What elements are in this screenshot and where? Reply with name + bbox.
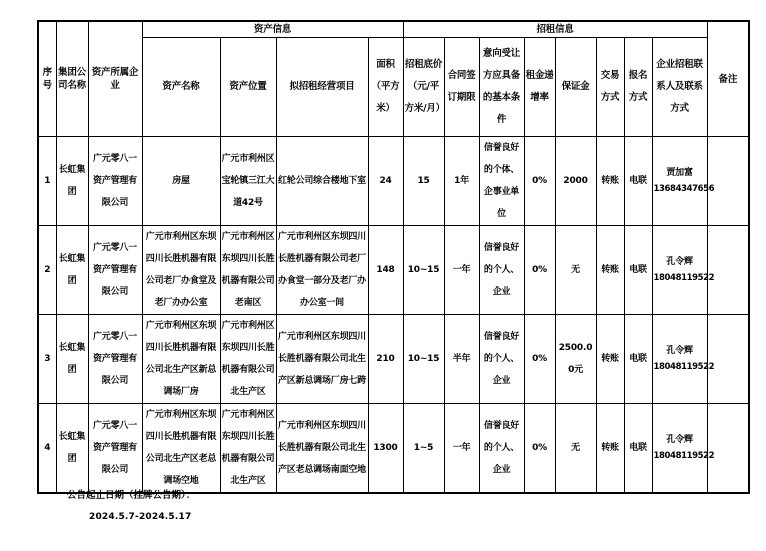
col-header-area: 面积（平方米） xyxy=(368,38,403,137)
table-row xyxy=(38,315,749,404)
cell-asset-name: 广元市利州区东坝四川长胜机器有限公司老厂办食堂及老厂办办公室 xyxy=(142,226,220,315)
col-header-remarks: 备注 xyxy=(707,21,749,137)
contact-name: 孔令辉 xyxy=(666,346,693,356)
cell-owner-enterprise: 广元零八一资产管理有限公司 xyxy=(88,226,142,315)
cell-owner-enterprise: 广元零八一资产管理有限公司 xyxy=(88,137,142,226)
cell-conditions: 信誉良好的个人、企业 xyxy=(479,315,524,404)
col-header-contact: 企业招租联系人及联系方式 xyxy=(652,38,707,137)
cell-deposit: 无 xyxy=(555,226,596,315)
cell-project: 广元市利州区东坝四川长胜机器有限公司老厂办食堂一部分及老厂办办公室一间 xyxy=(276,226,368,315)
cell-transaction: 转账 xyxy=(596,404,624,494)
col-header-base-price: 招租底价（元/平方米/月） xyxy=(403,38,444,137)
cell-base-price: 10~15 xyxy=(403,226,444,315)
cell-seq: 4 xyxy=(38,404,56,494)
col-header-asset-name: 资产名称 xyxy=(142,38,220,137)
col-header-group-company: 集团公司名称 xyxy=(56,21,88,137)
cell-remarks xyxy=(707,137,749,226)
cell-asset-name: 广元市利州区东坝四川长胜机器有限公司北生产区新总调场厂房 xyxy=(142,315,220,404)
cell-contact xyxy=(652,315,715,404)
cell-conditions: 信誉良好的个人、企业 xyxy=(479,404,524,494)
cell-group-company: 长虹集团 xyxy=(56,315,88,404)
cell-registration: 电联 xyxy=(624,226,652,315)
col-header-asset-location: 资产位置 xyxy=(220,38,276,137)
cell-asset-name: 房屋 xyxy=(142,137,220,226)
col-header-registration: 报名方式 xyxy=(624,38,652,137)
cell-registration: 电联 xyxy=(624,315,652,404)
col-header-rent-increase: 租金递增率 xyxy=(524,38,555,137)
cell-registration: 电联 xyxy=(624,404,652,494)
cell-remarks xyxy=(707,226,749,315)
cell-seq: 1 xyxy=(38,137,56,226)
col-header-transaction: 交易方式 xyxy=(596,38,624,137)
cell-asset-location: 广元市利州区东坝四川长胜机器有限公司北生产区 xyxy=(220,315,276,404)
contact-phone: 18048119522 xyxy=(653,273,715,283)
cell-deposit: 2500.00元 xyxy=(555,315,596,404)
col-header-contract-term: 合同签订期限 xyxy=(444,38,479,137)
col-header-owner-enterprise: 资产所属企业 xyxy=(88,21,142,137)
cell-group-company: 长虹集团 xyxy=(56,226,88,315)
cell-owner-enterprise: 广元零八一资产管理有限公司 xyxy=(88,404,142,494)
cell-contract-term: 一年 xyxy=(444,404,479,494)
cell-owner-enterprise: 广元零八一资产管理有限公司 xyxy=(88,315,142,404)
cell-remarks xyxy=(707,315,749,404)
cell-area: 210 xyxy=(368,315,403,404)
contact-phone: 18048119522 xyxy=(653,451,715,461)
announcement-period-label: 公告起止日期（挂牌公告期）： xyxy=(67,490,196,501)
cell-seq: 2 xyxy=(38,226,56,315)
cell-base-price: 15 xyxy=(403,137,444,226)
cell-group-company: 长虹集团 xyxy=(56,137,88,226)
cell-conditions: 信誉良好的个体、企事业单位 xyxy=(479,137,524,226)
cell-base-price: 10~15 xyxy=(403,315,444,404)
cell-asset-location: 广元市利州区宝轮镇三江大道42号 xyxy=(220,137,276,226)
contact-phone: 13684347656 xyxy=(653,184,715,194)
cell-contact xyxy=(652,404,715,494)
table-row xyxy=(38,226,749,315)
cell-transaction: 转账 xyxy=(596,315,624,404)
contact-phone: 18048119522 xyxy=(653,362,715,372)
cell-area: 1300 xyxy=(368,404,403,494)
cell-contract-term: 一年 xyxy=(444,226,479,315)
cell-asset-name: 广元市利州区东坝四川长胜机器有限公司北生产区老总调场空地 xyxy=(142,404,220,494)
cell-registration: 电联 xyxy=(624,137,652,226)
cell-transaction: 转账 xyxy=(596,226,624,315)
cell-asset-location: 广元市利州区东坝四川长胜机器有限公司北生产区 xyxy=(220,404,276,494)
cell-seq: 3 xyxy=(38,315,56,404)
group-header-asset-info: 资产信息 xyxy=(142,21,403,38)
rental-announcement-table xyxy=(37,20,750,494)
table-row xyxy=(38,137,749,226)
cell-contract-term: 半年 xyxy=(444,315,479,404)
cell-group-company: 长虹集团 xyxy=(56,404,88,494)
cell-project: 广元市利州区东坝四川长胜机器有限公司北生产区新总调场厂房七跨 xyxy=(276,315,368,404)
cell-contact xyxy=(652,137,715,226)
announcement-period-dates: 2024.5.7-2024.5.17 xyxy=(89,512,192,522)
cell-transaction: 转账 xyxy=(596,137,624,226)
contact-name: 贾加富 xyxy=(666,168,693,178)
cell-contract-term: 1年 xyxy=(444,137,479,226)
col-header-deposit: 保证金 xyxy=(555,38,596,137)
cell-rent-increase: 0% xyxy=(524,315,555,404)
col-header-project: 拟招租经营项目 xyxy=(276,38,368,137)
cell-deposit: 2000 xyxy=(555,137,596,226)
group-header-rental-info: 招租信息 xyxy=(403,21,707,38)
contact-name: 孔令辉 xyxy=(666,435,693,445)
contact-name: 孔令辉 xyxy=(666,257,693,267)
cell-rent-increase: 0% xyxy=(524,226,555,315)
cell-rent-increase: 0% xyxy=(524,404,555,494)
cell-base-price: 1~5 xyxy=(403,404,444,494)
col-header-seq: 序号 xyxy=(38,21,56,137)
table-row xyxy=(38,404,749,494)
cell-project: 广元市利州区东坝四川长胜机器有限公司北生产区老总调场南面空地 xyxy=(276,404,368,494)
cell-remarks xyxy=(707,404,749,494)
cell-asset-location: 广元市利州区东坝四川长胜机器有限公司老南区 xyxy=(220,226,276,315)
cell-deposit: 无 xyxy=(555,404,596,494)
cell-project: 红轮公司综合楼地下室 xyxy=(276,137,368,226)
cell-conditions: 信誉良好的个人、企业 xyxy=(479,226,524,315)
cell-rent-increase: 0% xyxy=(524,137,555,226)
cell-contact xyxy=(652,226,715,315)
col-header-conditions: 意向受让方应具备的基本条件 xyxy=(479,38,524,137)
cell-area: 24 xyxy=(368,137,403,226)
cell-area: 148 xyxy=(368,226,403,315)
